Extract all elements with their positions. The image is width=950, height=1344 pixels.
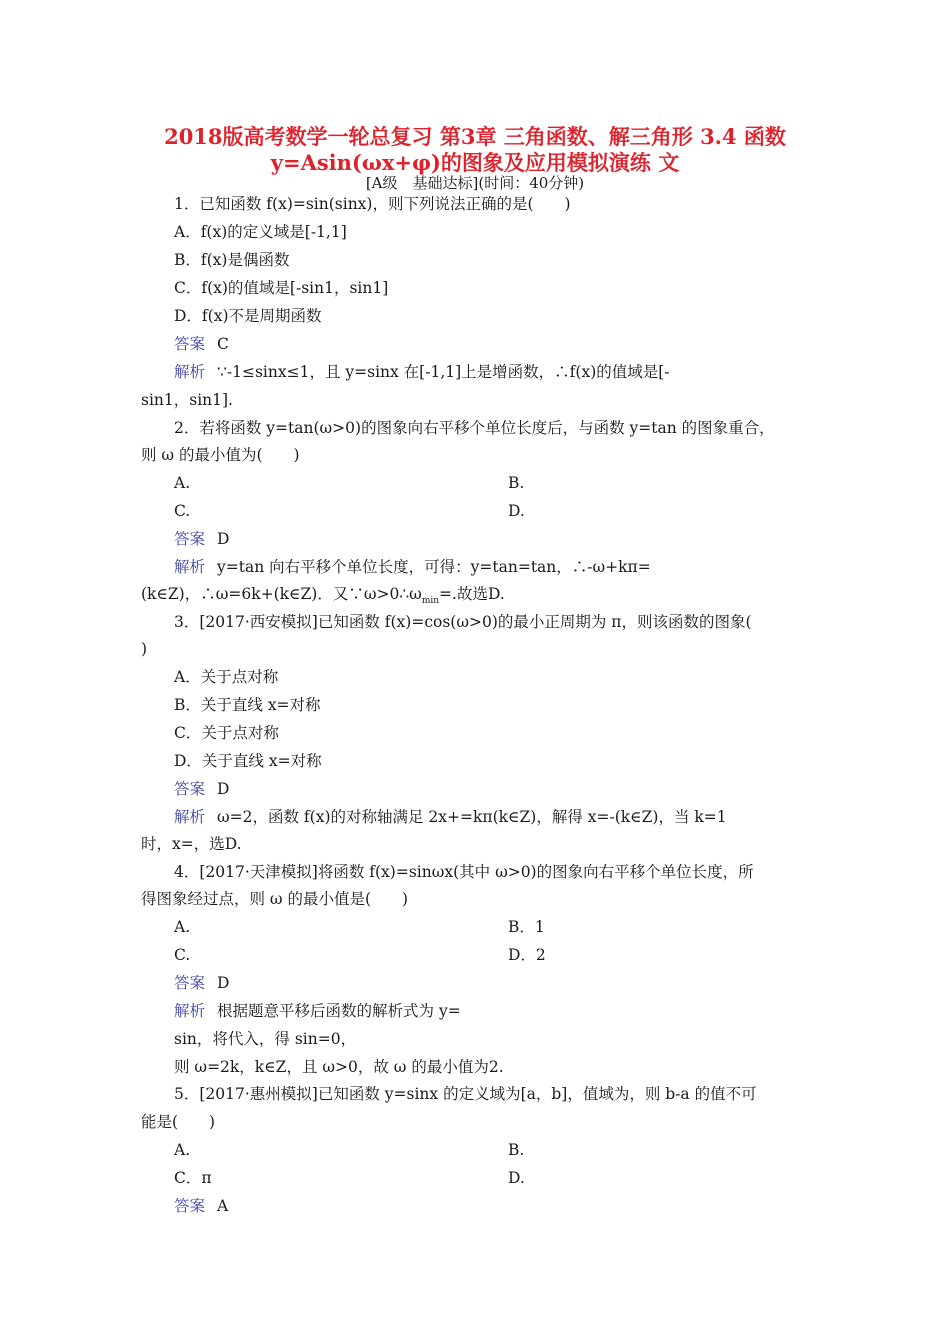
q4-answer: [174, 972, 229, 994]
q1-analysis-cont: sin1，sin1].: [141, 391, 233, 409]
q3-option-d: D．关于直线 x=对称: [174, 752, 322, 770]
document-title-line2: y=Asin(ωx+φ)的图象及应用模拟演练 文: [270, 150, 680, 175]
q2-stem: 2．若将函数 y=tan(ω>0)的图象向右平移个单位长度后，与函数 y=tan 的图象重合，: [174, 419, 775, 437]
q2-stem-cont: 则 ω 的最小值为( ): [141, 446, 300, 464]
q4-analysis-line2: sin，将代入，得 sin=0，: [174, 1030, 357, 1048]
q2-answer: [174, 528, 229, 550]
q5-option-a: A.: [174, 1141, 191, 1159]
analysis-label: 解析: [174, 1002, 206, 1020]
q3-stem-cont: ): [141, 640, 148, 658]
q5-answer: [174, 1195, 228, 1217]
q2-analysis-subscript: min: [421, 596, 440, 607]
q4-analysis-text1: 根据题意平移后函数的解析式为 y=: [217, 1002, 461, 1020]
q1-option-c: C．f(x)的值域是[-sin1，sin1]: [174, 279, 389, 297]
q5-stem-cont: 能是( ): [141, 1113, 216, 1131]
q1-option-b: B．f(x)是偶函数: [174, 251, 290, 269]
q4-stem: 4．[2017·天津模拟]将函数 f(x)=sinωx(其中 ω>0)的图象向右平移个单位长度，所: [174, 863, 754, 881]
answer-label: 答案: [174, 335, 206, 353]
q4-analysis: [174, 1000, 461, 1022]
q4-analysis-line3: 则 ω=2k，k∈Z，且 ω>0，故 ω 的最小值为2.: [174, 1058, 504, 1076]
q4-option-c: C.: [174, 946, 191, 964]
answer-label: 答案: [174, 974, 206, 992]
q1-stem: 1．已知函数 f(x)=sin(sinx)，则下列说法正确的是( ): [174, 195, 571, 213]
q5-option-d: D.: [508, 1169, 525, 1187]
analysis-label: 解析: [174, 808, 206, 826]
q1-option-d: D．f(x)不是周期函数: [174, 307, 322, 325]
q4-answer-value: D: [217, 974, 230, 992]
q3-answer: [174, 778, 229, 800]
q2-option-d: D.: [508, 502, 525, 520]
q3-analysis-text1: ω=2，函数 f(x)的对称轴满足 2x+=kπ(k∈Z)，解得 x=-(k∈Z)，当 k=1: [217, 808, 727, 826]
q3-analysis: [174, 806, 727, 828]
q4-option-a: A.: [174, 918, 191, 936]
analysis-label: 解析: [174, 558, 206, 576]
q2-analysis-text2: (k∈Z)，∴ω=6k+(k∈Z)．又∵ω>0∴ω: [141, 585, 422, 603]
q1-answer-value: C: [217, 335, 229, 353]
q1-option-a: A．f(x)的定义域是[-1,1]: [174, 223, 347, 241]
q5-answer-value: A: [217, 1197, 229, 1215]
answer-label: 答案: [174, 780, 206, 798]
q3-option-b: B．关于直线 x=对称: [174, 696, 321, 714]
q5-stem: 5．[2017·惠州模拟]已知函数 y=sinx 的定义域为[a，b]，值域为，则 b-a 的值不可: [174, 1085, 757, 1103]
q3-stem: 3．[2017·西安模拟]已知函数 f(x)=cos(ω>0)的最小正周期为 π，则该函数的图象(: [174, 613, 752, 631]
q4-option-d: D．2: [508, 946, 546, 964]
q3-option-a: A．关于点对称: [174, 668, 279, 686]
q2-option-b: B.: [508, 474, 525, 492]
q3-analysis-cont: 时，x=，选D.: [141, 835, 242, 853]
section-subtitle: [A级 基础达标](时间：40分钟): [365, 174, 585, 192]
document-title-line1: 2018版高考数学一轮总复习 第3章 三角函数、解三角形 3.4 函数: [164, 124, 786, 149]
q1-analysis-text1: ∵-1≤sinx≤1，且 y=sinx 在[-1,1]上是增函数，∴f(x)的值域是[-: [217, 363, 670, 381]
q3-option-c: C．关于点对称: [174, 724, 279, 742]
q4-option-b: B．1: [508, 918, 545, 936]
q2-analysis: [174, 556, 651, 578]
q2-analysis-text1: y=tan 向右平移个单位长度，可得：y=tan=tan，∴-ω+kπ=: [217, 558, 651, 576]
q3-answer-value: D: [217, 780, 230, 798]
q2-answer-value: D: [217, 530, 230, 548]
answer-label: 答案: [174, 1197, 206, 1215]
q1-answer: [174, 333, 229, 355]
q5-option-c: C．π: [174, 1169, 212, 1187]
q1-analysis: [174, 361, 670, 383]
analysis-label: 解析: [174, 363, 206, 381]
q2-analysis-cont: [141, 583, 505, 612]
q2-option-a: A.: [174, 474, 191, 492]
q2-option-c: C.: [174, 502, 191, 520]
answer-label: 答案: [174, 530, 206, 548]
q5-option-b: B.: [508, 1141, 525, 1159]
q2-analysis-text2-end: =.故选D.: [439, 585, 505, 603]
q4-stem-cont: 得图象经过点，则 ω 的最小值是( ): [141, 890, 409, 908]
